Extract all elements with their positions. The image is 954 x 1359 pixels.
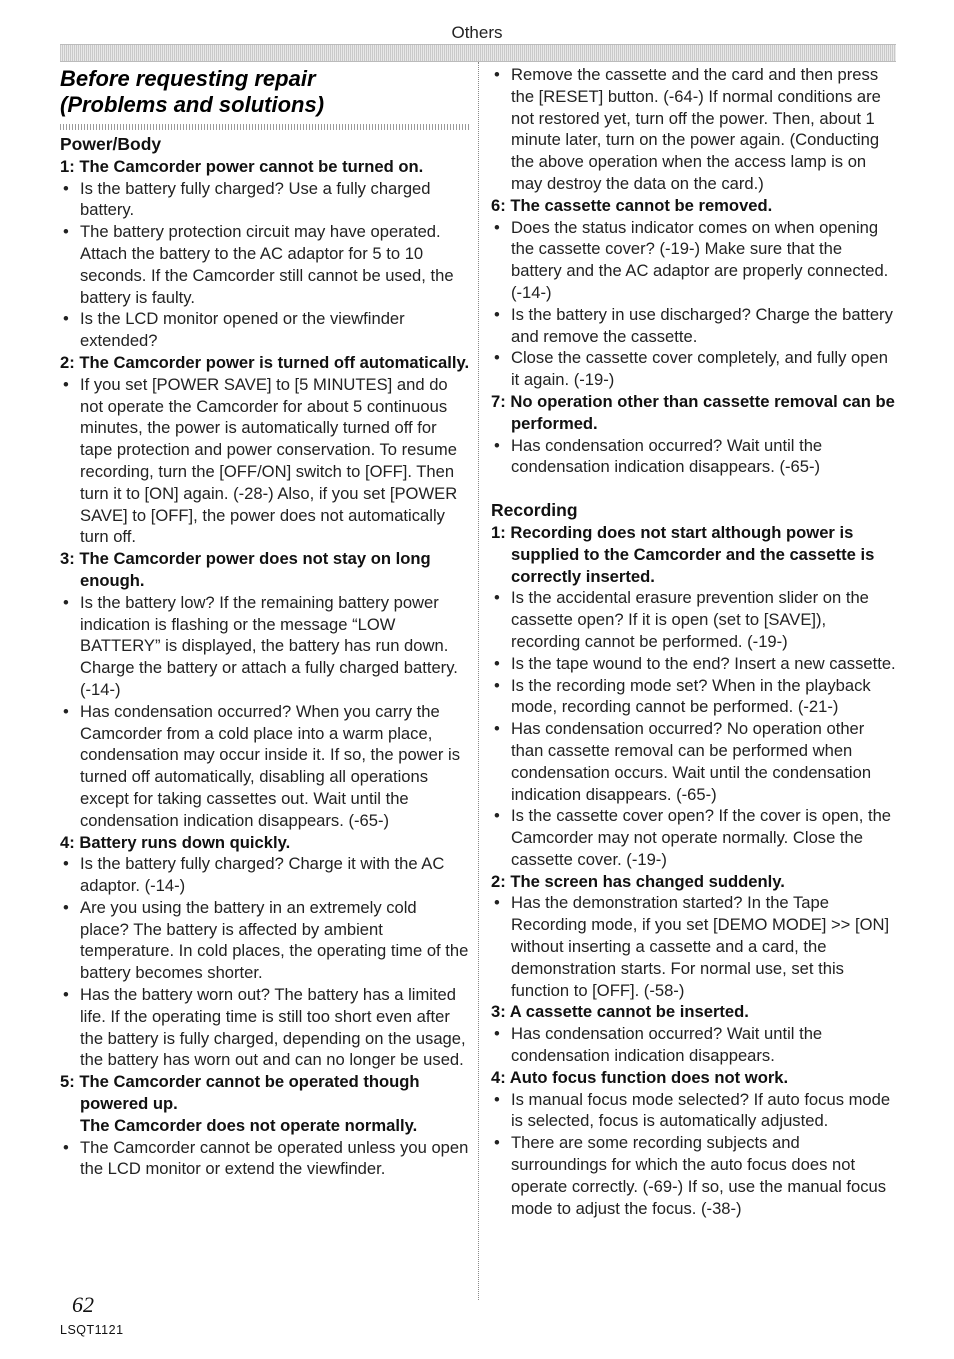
bullet-item: • Has condensation occurred? No operation other than cassette removal can be performed when condensation occurs. Wait until the condensation indication disappears. (-65-) [491,718,896,805]
bullet-item: • Has condensation occurred? Wait until the condensation indication disappears. [491,1023,896,1067]
problem-heading: 7: No operation other than cassette removal can be performed. [491,391,895,433]
title-rule [60,124,470,130]
bullet-list [491,217,896,391]
problem-heading: 3: The Camcorder power does not stay on long enough. [60,549,431,590]
bullet-item: • There are some recording subjects and surroundings for which the auto focus does not operate correctly. (-69-) If so, use the manual focus mode to adjust the focus. (-38-) [491,1132,896,1219]
bullet-item: • The battery protection circuit may have operated. Attach the battery to the AC adaptor for 5 to 10 seconds. If the Camcorder still cannot be used, the battery is faulty. [60,221,470,308]
header-band [60,44,896,62]
section-heading-power-body: Power/Body [60,134,162,154]
right-column [491,64,896,1219]
page-title [60,66,470,118]
problem-heading: 2: The Camcorder power is turned off automatically. [60,352,470,372]
bullet-list [60,853,470,1071]
bullet-item: • Is the tape wound to the end? Insert a new cassette. [491,653,896,675]
bullet-item: • Does the status indicator comes on when opening the cassette cover? (-19-) Make sure that the battery and the AC adaptor are properly connected. (-14-) [491,217,896,304]
problem-heading: 6: The cassette cannot be removed. [491,195,773,215]
bullet-list [491,1089,896,1220]
bullet-list [491,587,896,870]
bullet-item: • Is the recording mode set? When in the playback mode, recording cannot be performed. (-21-) [491,675,896,719]
problem-heading: 1: Recording does not start although power is supplied to the Camcorder and the cassette is correctly inserted. [491,522,875,586]
model-code: LSQT1121 [60,1323,124,1337]
bullet-item: • Is the battery in use discharged? Charge the battery and remove the cassette. [491,304,896,348]
bullet-list [60,592,470,832]
page-title-line1: Before requesting repair [60,66,316,91]
problem-power-6 [491,195,896,391]
page-number: 62 [72,1292,94,1317]
bullet-item: • Has the demonstration started? In the Tape Recording mode, if you set [DEMO MODE] >> [ON] without inserting a cassette and a card, the demonstration starts. For normal use, set this function to [OFF]. (-58-) [491,892,896,1001]
bullet-item: • Has condensation occurred? Wait until the condensation indication disappears. (-65-) [491,435,896,479]
problem-heading: 4: Auto focus function does not work. [491,1067,789,1087]
bullet-item: • Has condensation occurred? When you carry the Camcorder from a cold place into a warm place, condensation may occur inside it. If so, the power is turned off automatically, disabling all operations except for taking cassettes out. Wait until the condensation indication disappears. (-65-) [60,701,470,832]
bullet-item: • Is the battery fully charged? Use a fully charged battery. [60,178,470,222]
bullet-item: • Has the battery worn out? The battery has a limited life. If the operating time is still too short even after the battery is fully charged, depending on the usage, the battery has worn out and can no longer be used. [60,984,470,1071]
page-title-line2: (Problems and solutions) [60,92,325,117]
problem-power-2 [60,352,470,548]
bullet-item: • Close the cassette cover completely, and fully open it again. (-19-) [491,347,896,391]
bullet-list [491,435,896,479]
problem-recording-4 [491,1067,896,1220]
bullet-item: • Is the cassette cover open? If the cover is open, the Camcorder may not operate normally. Close the cassette cover. (-19-) [491,805,896,870]
problem-power-7 [491,391,896,478]
problem-power-3 [60,548,470,831]
problem-heading: 3: A cassette cannot be inserted. [491,1002,749,1022]
bullet-list [60,1137,470,1181]
bullet-item: • Remove the cassette and the card and then press the [RESET] button. (-64-) If normal conditions are not restored yet, turn off the power. Then, about 1 minute later, turn on the power again. (Conducting the above operation when the access lamp is on may destroy the data on the card.) [491,64,896,195]
bullet-list [491,1023,896,1067]
bullet-item: • Are you using the battery in an extremely cold place? The battery is affected by ambient temperature. In cold places, the operating time of the battery becomes shorter. [60,897,470,984]
problem-heading: 2: The screen has changed suddenly. [491,871,785,891]
column-divider [478,62,479,1300]
problem-power-5-cont [491,64,896,195]
bullet-list [60,178,470,352]
problem-heading: 5: The Camcorder cannot be operated though powered up. [60,1072,420,1114]
problem-power-1 [60,156,470,352]
problem-recording-3 [491,1001,896,1066]
bullet-list [491,64,896,195]
bullet-item: • Is the LCD monitor opened or the viewfinder extended? [60,308,470,352]
bullet-list [491,892,896,1001]
problem-power-5 [60,1071,470,1180]
bullet-item: • Is the battery fully charged? Charge it with the AC adaptor. (-14-) [60,853,470,897]
section-heading-recording: Recording [491,500,578,521]
problem-heading: 4: Battery runs down quickly. [60,832,291,852]
bullet-item: • Is the accidental erasure prevention slider on the cassette open? If it is open (set to [SAVE]), recording cannot be performed. (-19-) [491,587,896,652]
bullet-item: • Is the battery low? If the remaining battery power indication is flashing or the message “LOW BATTERY” is displayed, the battery has run down. Charge the battery or attach a fully charged battery. (-14-) [60,592,470,701]
bullet-list [60,374,470,548]
bullet-item: • Is manual focus mode selected? If auto focus mode is selected, focus is automatically adjusted. [491,1089,896,1133]
bullet-item: • If you set [POWER SAVE] to [5 MINUTES] and do not operate the Camcorder for about 5 continuous minutes, the power is automatically turned off for tape protection and power conservation. To resume recording, turn the [OFF/ON] switch to [OFF]. Then turn it to [ON] again. (-28-) Also, if you set [POWER SAVE] to [OFF], the power does not automatically turn off. [60,374,470,548]
problem-subheading: The Camcorder does not operate normally. [80,1115,418,1135]
left-column [60,64,470,1180]
problem-heading: 1: The Camcorder power cannot be turned on. [60,156,424,176]
problem-power-4 [60,832,470,1072]
section-tag: Others [451,23,503,42]
problem-recording-2 [491,871,896,1002]
bullet-item: • The Camcorder cannot be operated unless you open the LCD monitor or extend the viewfinder. [60,1137,470,1181]
problem-recording-1 [491,522,896,871]
